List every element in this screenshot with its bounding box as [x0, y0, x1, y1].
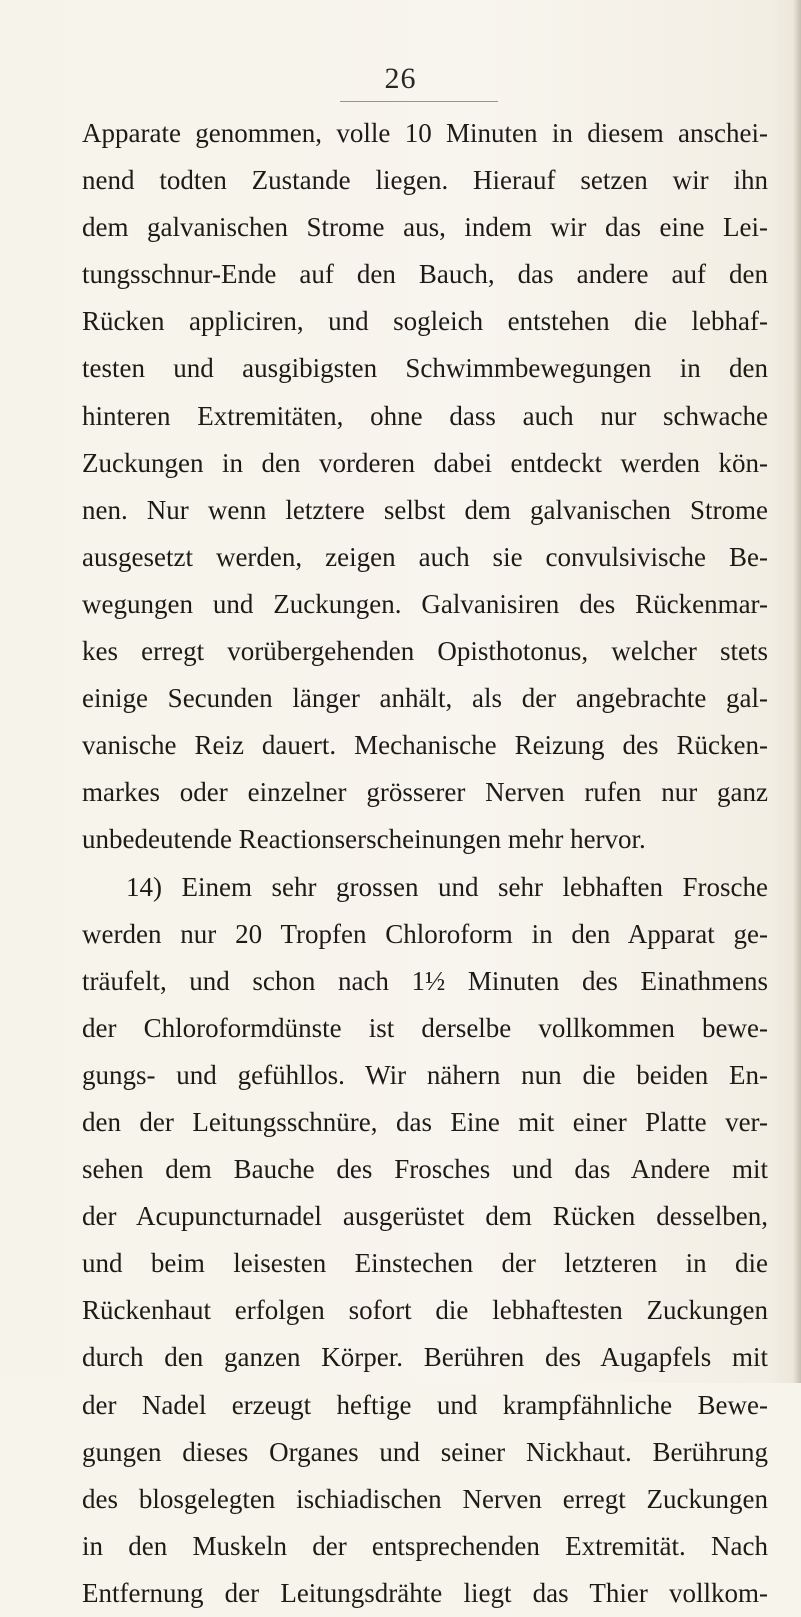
text-line: 14) Einem sehr grossen und sehr lebhaften Frosche	[126, 871, 768, 902]
text-line: Rückenhaut erfolgen sofort die lebhaftesten Zuckungen	[82, 1295, 768, 1326]
page-number: 26	[384, 62, 417, 95]
text-line: den der Leitungsschnüre, das Eine mit einer Platte ver-	[82, 1106, 768, 1137]
text-line: Zuckungen in den vorderen dabei entdeckt werden kön-	[82, 447, 768, 478]
text-line: und beim leisesten Einstechen der letzteren in die	[82, 1248, 768, 1279]
text-line: des blosgelegten ischiadischen Nerven erregt Zuckungen	[82, 1483, 768, 1514]
header-rule	[340, 101, 498, 102]
text-line: Entfernung der Leitungsdrähte liegt das Thier vollkom-	[82, 1577, 768, 1608]
text-line: unbedeutende Reactionserscheinungen mehr hervor.	[82, 824, 646, 855]
text-line: werden nur 20 Tropfen Chloroform in den Apparat ge-	[82, 918, 768, 949]
text-line: Apparate genommen, volle 10 Minuten in diesem anschei-	[82, 118, 768, 148]
text-line: vanische Reiz dauert. Mechanische Reizung des Rücken-	[82, 730, 768, 761]
text-line: nen. Nur wenn letztere selbst dem galvanischen Strome	[82, 494, 768, 525]
text-line: gungs- und gefühllos. Wir nähern nun die beiden En-	[82, 1059, 768, 1090]
text-line: wegungen und Zuckungen. Galvanisiren des Rückenmar-	[82, 588, 768, 619]
body-text	[82, 110, 768, 1617]
text-line: hinteren Extremitäten, ohne dass auch nur schwache	[82, 400, 768, 431]
text-line: nend todten Zustande liegen. Hierauf setzen wir ihn	[82, 165, 768, 196]
page-edge-shadow	[793, 0, 801, 1383]
text-line: testen und ausgibigsten Schwimmbewegungen in den	[82, 353, 768, 384]
text-line: durch den ganzen Körper. Berühren des Augapfels mit	[82, 1342, 768, 1373]
text-line: träufelt, und schon nach 1½ Minuten des Einathmens	[82, 965, 768, 996]
text-line: in den Muskeln der entsprechenden Extremität. Nach	[82, 1530, 768, 1561]
text-line: der Nadel erzeugt heftige und krampfähnliche Bewe-	[82, 1389, 768, 1420]
text-line: der Acupuncturnadel ausgerüstet dem Rücken desselben,	[82, 1201, 768, 1232]
text-line: markes oder einzelner grösserer Nerven rufen nur ganz	[82, 777, 768, 808]
text-line: sehen dem Bauche des Frosches und das Andere mit	[82, 1154, 768, 1185]
text-line: einige Secunden länger anhält, als der angebrachte gal-	[82, 683, 768, 714]
text-line: tungsschnur-Ende auf den Bauch, das andere auf den	[82, 259, 768, 290]
text-line: kes erregt vorübergehenden Opisthotonus, welcher stets	[82, 636, 768, 667]
text-line: ausgesetzt werden, zeigen auch sie convulsivische Be-	[82, 541, 768, 572]
text-line: der Chloroformdünste ist derselbe vollkommen bewe-	[82, 1012, 768, 1043]
text-line: gungen dieses Organes und seiner Nickhaut. Berührung	[82, 1436, 768, 1467]
text-line: Rücken appliciren, und sogleich entstehen die lebhaf-	[82, 306, 768, 337]
text-line: dem galvanischen Strome aus, indem wir das eine Lei-	[82, 212, 768, 243]
